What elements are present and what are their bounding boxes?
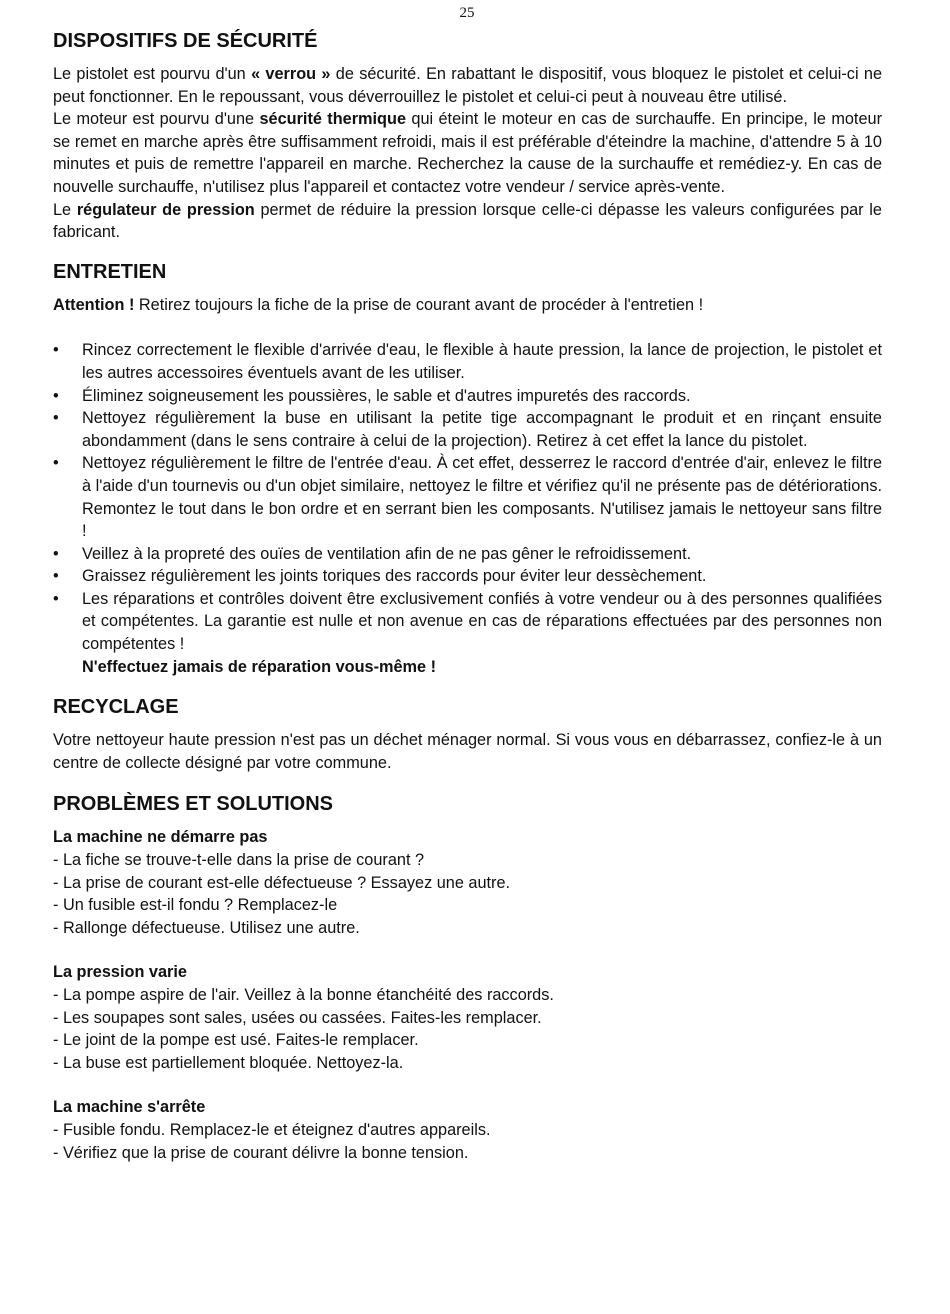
list-item: • Les réparations et contrôles doivent être exclusivement confiés à votre vendeur ou à des personnes qualifiées et compétentes. La garantie est nulle et non avenue en cas de réparations effectuées par des personnes non compétentes ! N'effectuez jamais de réparation vous-même ! — [53, 589, 882, 676]
maintenance-warning: Attention ! Retirez toujours la fiche de la prise de courant avant de procéder à l'entretien ! — [53, 295, 704, 314]
recycling-section — [53, 693, 882, 774]
safety-paragraph-thermal: Le moteur est pourvu d'une sécurité thermique qui éteint le moteur en cas de surchauffe. En principe, le moteur se remet en marche après être suffisamment refroidi, mais il est préférable d'éteindre la machine, d'attendre 5 à 10 minutes et puis de remettre l'appareil en marche. Recherchez la cause de la surchauffe et remédiez-y. En cas de nouvelle surchauffe, n'utilisez plus l'appareil et contactez votre vendeur / service après-vente. — [53, 110, 882, 196]
safety-title: DISPOSITIFS DE SÉCURITÉ — [53, 30, 318, 52]
list-item: • Éliminez soigneusement les poussières, le sable et d'autres impuretés des raccords. — [53, 385, 882, 408]
troubleshooting-group-pressure — [53, 961, 882, 1074]
solution-line: - Les soupapes sont sales, usées ou cassées. Faites-les remplacer. — [53, 1008, 542, 1027]
bullet-icon: • — [53, 544, 59, 563]
maintenance-title: ENTRETIEN — [53, 260, 167, 283]
list-item: • Veillez à la propreté des ouïes de ventilation afin de ne pas gêner le refroidissement. — [53, 543, 882, 566]
recycling-paragraph: Votre nettoyeur haute pression n'est pas un déchet ménager normal. Si vous vous en débarrassez, confiez-le à un centre de collecte désigné par votre commune. — [53, 731, 882, 772]
recycling-title: RECYCLAGE — [53, 696, 179, 719]
troubleshooting-group-no-start — [53, 826, 882, 939]
repair-warning: N'effectuez jamais de réparation vous-même ! — [82, 657, 437, 676]
solution-line: - Le joint de la pompe est usé. Faites-le remplacer. — [53, 1031, 419, 1050]
list-item: • Nettoyez régulièrement la buse en utilisant la petite tige accompagnant le produit et en rinçant ensuite abondamment (dans le sens contraire à celui de la projection). Retirez à cet effet la lance du pistolet. — [53, 409, 882, 450]
solution-line: - La pompe aspire de l'air. Veillez à la bonne étanchéité des raccords. — [53, 986, 554, 1004]
list-item: • Graissez régulièrement les joints toriques des raccords pour éviter leur dessèchement. — [53, 565, 882, 588]
solution-line: - La buse est partiellement bloquée. Nettoyez-la. — [53, 1053, 404, 1072]
page-number: 25 — [459, 5, 475, 21]
bullet-icon: • — [53, 386, 59, 405]
bullet-icon: • — [53, 589, 59, 608]
solution-line: - Fusible fondu. Remplacez-le et éteignez d'autres appareils. — [53, 1120, 491, 1139]
solution-line: - Rallonge défectueuse. Utilisez une autre. — [53, 918, 360, 937]
solution-line: - Vérifiez que la prise de courant délivre la bonne tension. — [53, 1143, 469, 1162]
group-heading: La machine ne démarre pas — [53, 828, 268, 847]
maintenance-list — [53, 339, 882, 678]
list-item: • Nettoyez régulièrement le filtre de l'entrée d'eau. À cet effet, desserrez le raccord d'entrée d'air, enlevez le filtre à l'aide d'un tournevis ou d'un objet similaire, nettoyez le filtre et vérifiez qu'il ne présente pas de détériorations. Remontez le tout dans le bon ordre et en serrant bien les composants. N'utilisez jamais le nettoyeur sans filtre ! — [53, 454, 882, 541]
bullet-icon: • — [53, 409, 59, 428]
safety-paragraph-lock: Le pistolet est pourvu d'un « verrou » de sécurité. En rabattant le dispositif, vous bloquez le pistolet et celui-ci ne peut fonctionner. En le repoussant, vous déverrouillez le pistolet et celui-ci peut à nouveau être utilisé. — [53, 65, 882, 106]
page-content — [53, 27, 882, 1164]
list-item: • Rincez correctement le flexible d'arrivée d'eau, le flexible à haute pression, la lance de projection, le pistolet et les autres accessoires éventuels avant de les utiliser. — [53, 341, 882, 382]
troubleshooting-section — [53, 790, 882, 1164]
solution-line: - La fiche se trouve-t-elle dans la prise de courant ? — [53, 851, 425, 870]
bullet-icon: • — [53, 341, 59, 360]
solution-line: - Un fusible est-il fondu ? Remplacez-le — [53, 896, 338, 915]
maintenance-section — [53, 258, 882, 679]
safety-paragraph-pressure: Le régulateur de pression permet de réduire la pression lorsque celle-ci dépasse les valeurs configurées par le fabricant. — [53, 200, 882, 242]
troubleshooting-group-stops — [53, 1096, 882, 1164]
group-heading: La machine s'arrête — [53, 1098, 206, 1117]
bullet-icon: • — [53, 567, 59, 586]
bullet-icon: • — [53, 454, 59, 473]
troubleshooting-title: PROBLÈMES ET SOLUTIONS — [53, 793, 334, 816]
group-heading: La pression varie — [53, 963, 187, 982]
safety-section — [53, 27, 882, 244]
solution-line: - La prise de courant est-elle défectueuse ? Essayez une autre. — [53, 873, 511, 892]
